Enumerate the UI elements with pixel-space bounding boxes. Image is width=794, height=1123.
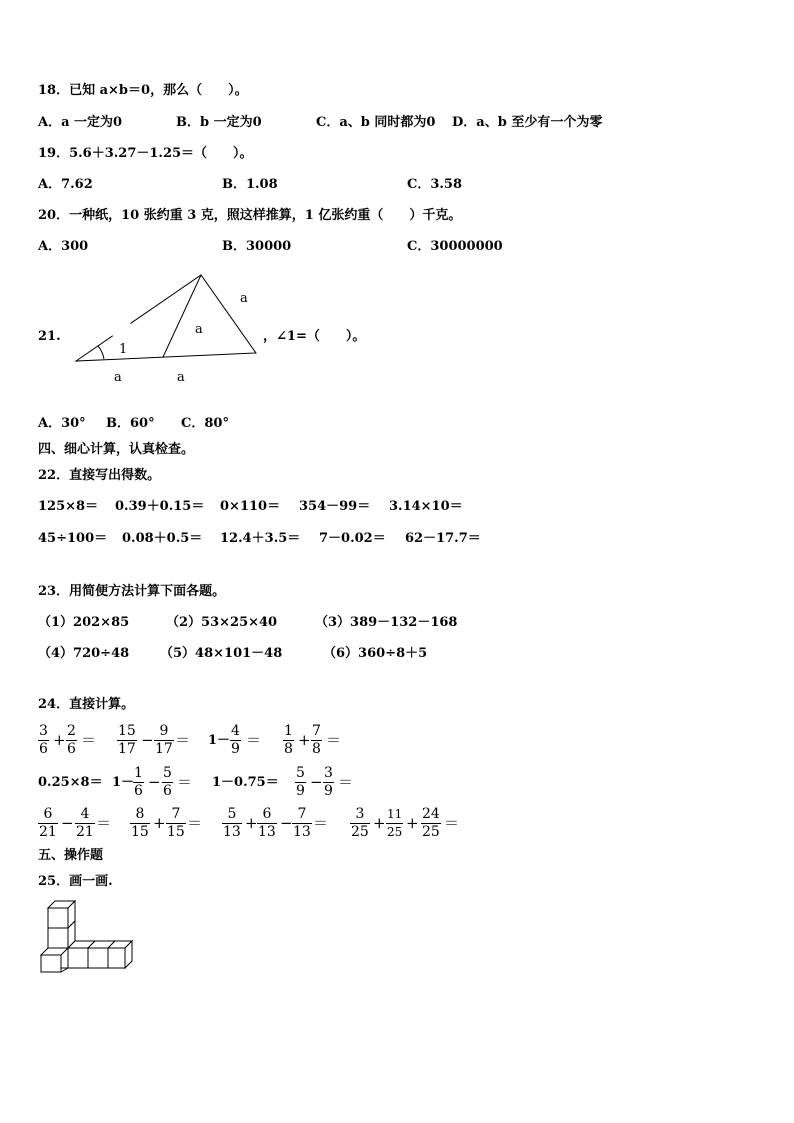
q19-stem: 19．5.6＋3.27－1.25＝（ ）。 — [38, 146, 253, 161]
minus-sign: − — [148, 773, 161, 791]
label-base-left: a — [114, 370, 122, 385]
q20-stem: 20．一种纸，10 张约重 3 克，照这样推算，1 亿张约重（ ）千克。 — [38, 208, 462, 223]
fraction: 4 21 — [76, 806, 94, 840]
r1c3-prefix: 1－ — [208, 733, 231, 748]
equals-sign: ＝ — [313, 814, 329, 832]
q21-option-a: A．30° — [38, 416, 86, 431]
plus-sign: + — [53, 731, 66, 749]
q22-r2c1: 45÷100＝ — [38, 531, 108, 546]
equals-sign: ＝ — [187, 814, 203, 832]
q23-stem: 23．用简便方法计算下面各题。 — [38, 584, 226, 599]
q23-item-2: （2）53×25×40 — [166, 615, 278, 630]
q22-stem: 22．直接写出得数。 — [38, 468, 161, 483]
label-angle-1: 1 — [119, 342, 128, 357]
fraction: 7 13 — [293, 806, 311, 840]
r2c1-expression: 0.25×8＝ — [38, 775, 103, 790]
q23-item-5: （5）48×101－48 — [160, 646, 283, 661]
label-side-right: a — [240, 291, 248, 306]
fraction: 3 25 — [351, 806, 369, 840]
q20-option-a: A．300 — [38, 239, 89, 254]
fraction: 3 6 — [39, 723, 48, 757]
q20-option-c: C．30000000 — [407, 239, 503, 254]
q22-r2c4: 7－0.02＝ — [319, 531, 386, 546]
q23-item-3: （3）389－132－168 — [315, 615, 458, 630]
equals-sign: ＝ — [177, 773, 193, 791]
q25-stem: 25．画一画. — [38, 874, 113, 889]
q19-option-b: B．1.08 — [222, 177, 278, 192]
fraction: 1 8 — [284, 723, 293, 757]
q22-r1c2: 0.39＋0.15＝ — [115, 499, 205, 514]
q22-r2c2: 0.08＋0.5＝ — [122, 531, 203, 546]
fraction: 4 9 — [231, 723, 240, 757]
q22-r2c5: 62－17.7＝ — [405, 531, 481, 546]
equals-sign: ＝ — [81, 731, 97, 749]
equals-sign: ＝ — [444, 814, 460, 832]
plus-sign: + — [298, 731, 311, 749]
q21-suffix: ，∠1=（ ）。 — [263, 329, 366, 344]
q23-item-1: （1）202×85 — [38, 615, 130, 630]
label-inner: a — [195, 322, 203, 337]
fraction: 24 25 — [422, 806, 440, 840]
label-base-right: a — [177, 370, 185, 385]
q20-option-b: B．30000 — [222, 239, 292, 254]
fraction: 5 6 — [163, 765, 172, 799]
q21-option-b: B．60° — [106, 416, 155, 431]
fraction: 6 21 — [39, 806, 57, 840]
q19-option-c: C．3.58 — [407, 177, 463, 192]
q21-option-c: C．80° — [181, 416, 229, 431]
q22-r1c5: 3.14×10＝ — [389, 499, 463, 514]
fraction: 7 15 — [167, 806, 185, 840]
minus-sign: − — [280, 814, 293, 832]
fraction: 3 9 — [324, 765, 333, 799]
fraction: 7 8 — [312, 723, 321, 757]
plus-sign: + — [245, 814, 258, 832]
section4-title: 四、细心计算，认真检查。 — [38, 442, 195, 457]
q19-option-a: A．7.62 — [38, 177, 93, 192]
q23-item-4: （4）720÷48 — [38, 646, 130, 661]
q18-option-a: A．a 一定为0 — [38, 115, 123, 130]
q22-r2c3: 12.4＋3.5＝ — [220, 531, 301, 546]
r2c2-prefix: 1－ — [112, 775, 135, 790]
equals-sign: ＝ — [246, 731, 262, 749]
fraction: 5 13 — [223, 806, 241, 840]
q18-option-d: D．a、b 至少有一个为零 — [452, 115, 603, 130]
q21-number: 21. — [38, 329, 61, 344]
fraction: 5 9 — [296, 765, 305, 799]
q22-r1c1: 125×8＝ — [38, 499, 99, 514]
plus-sign: + — [406, 814, 419, 832]
minus-sign: − — [141, 731, 154, 749]
plus-sign: + — [373, 814, 386, 832]
q23-item-6: （6）360÷8＋5 — [323, 646, 428, 661]
equals-sign: ＝ — [326, 731, 342, 749]
fraction: 15 17 — [118, 723, 136, 757]
fraction: 11 25 — [387, 807, 403, 839]
fraction: 1 6 — [134, 765, 143, 799]
fraction: 9 17 — [155, 723, 173, 757]
q24-stem: 24．直接计算。 — [38, 697, 135, 712]
section5-title: 五、操作题 — [38, 848, 104, 863]
equals-sign: ＝ — [338, 773, 354, 791]
minus-sign: − — [310, 773, 323, 791]
r2c3-expression: 1－0.75＝ — [212, 775, 279, 790]
plus-sign: + — [153, 814, 166, 832]
equals-sign: ＝ — [96, 814, 112, 832]
q18-option-c: C．a、b 同时都为0 — [316, 115, 436, 130]
minus-sign: − — [61, 814, 74, 832]
fraction: 2 6 — [67, 723, 76, 757]
equals-sign: ＝ — [175, 731, 191, 749]
fraction: 6 13 — [258, 806, 276, 840]
q18-option-b: B．b 一定为0 — [176, 115, 262, 130]
q18-stem: 18．已知 a×b＝0，那么（ ）。 — [38, 83, 248, 98]
q22-r1c3: 0×110＝ — [220, 499, 281, 514]
fraction: 8 15 — [131, 806, 149, 840]
q22-r1c4: 354－99＝ — [299, 499, 371, 514]
